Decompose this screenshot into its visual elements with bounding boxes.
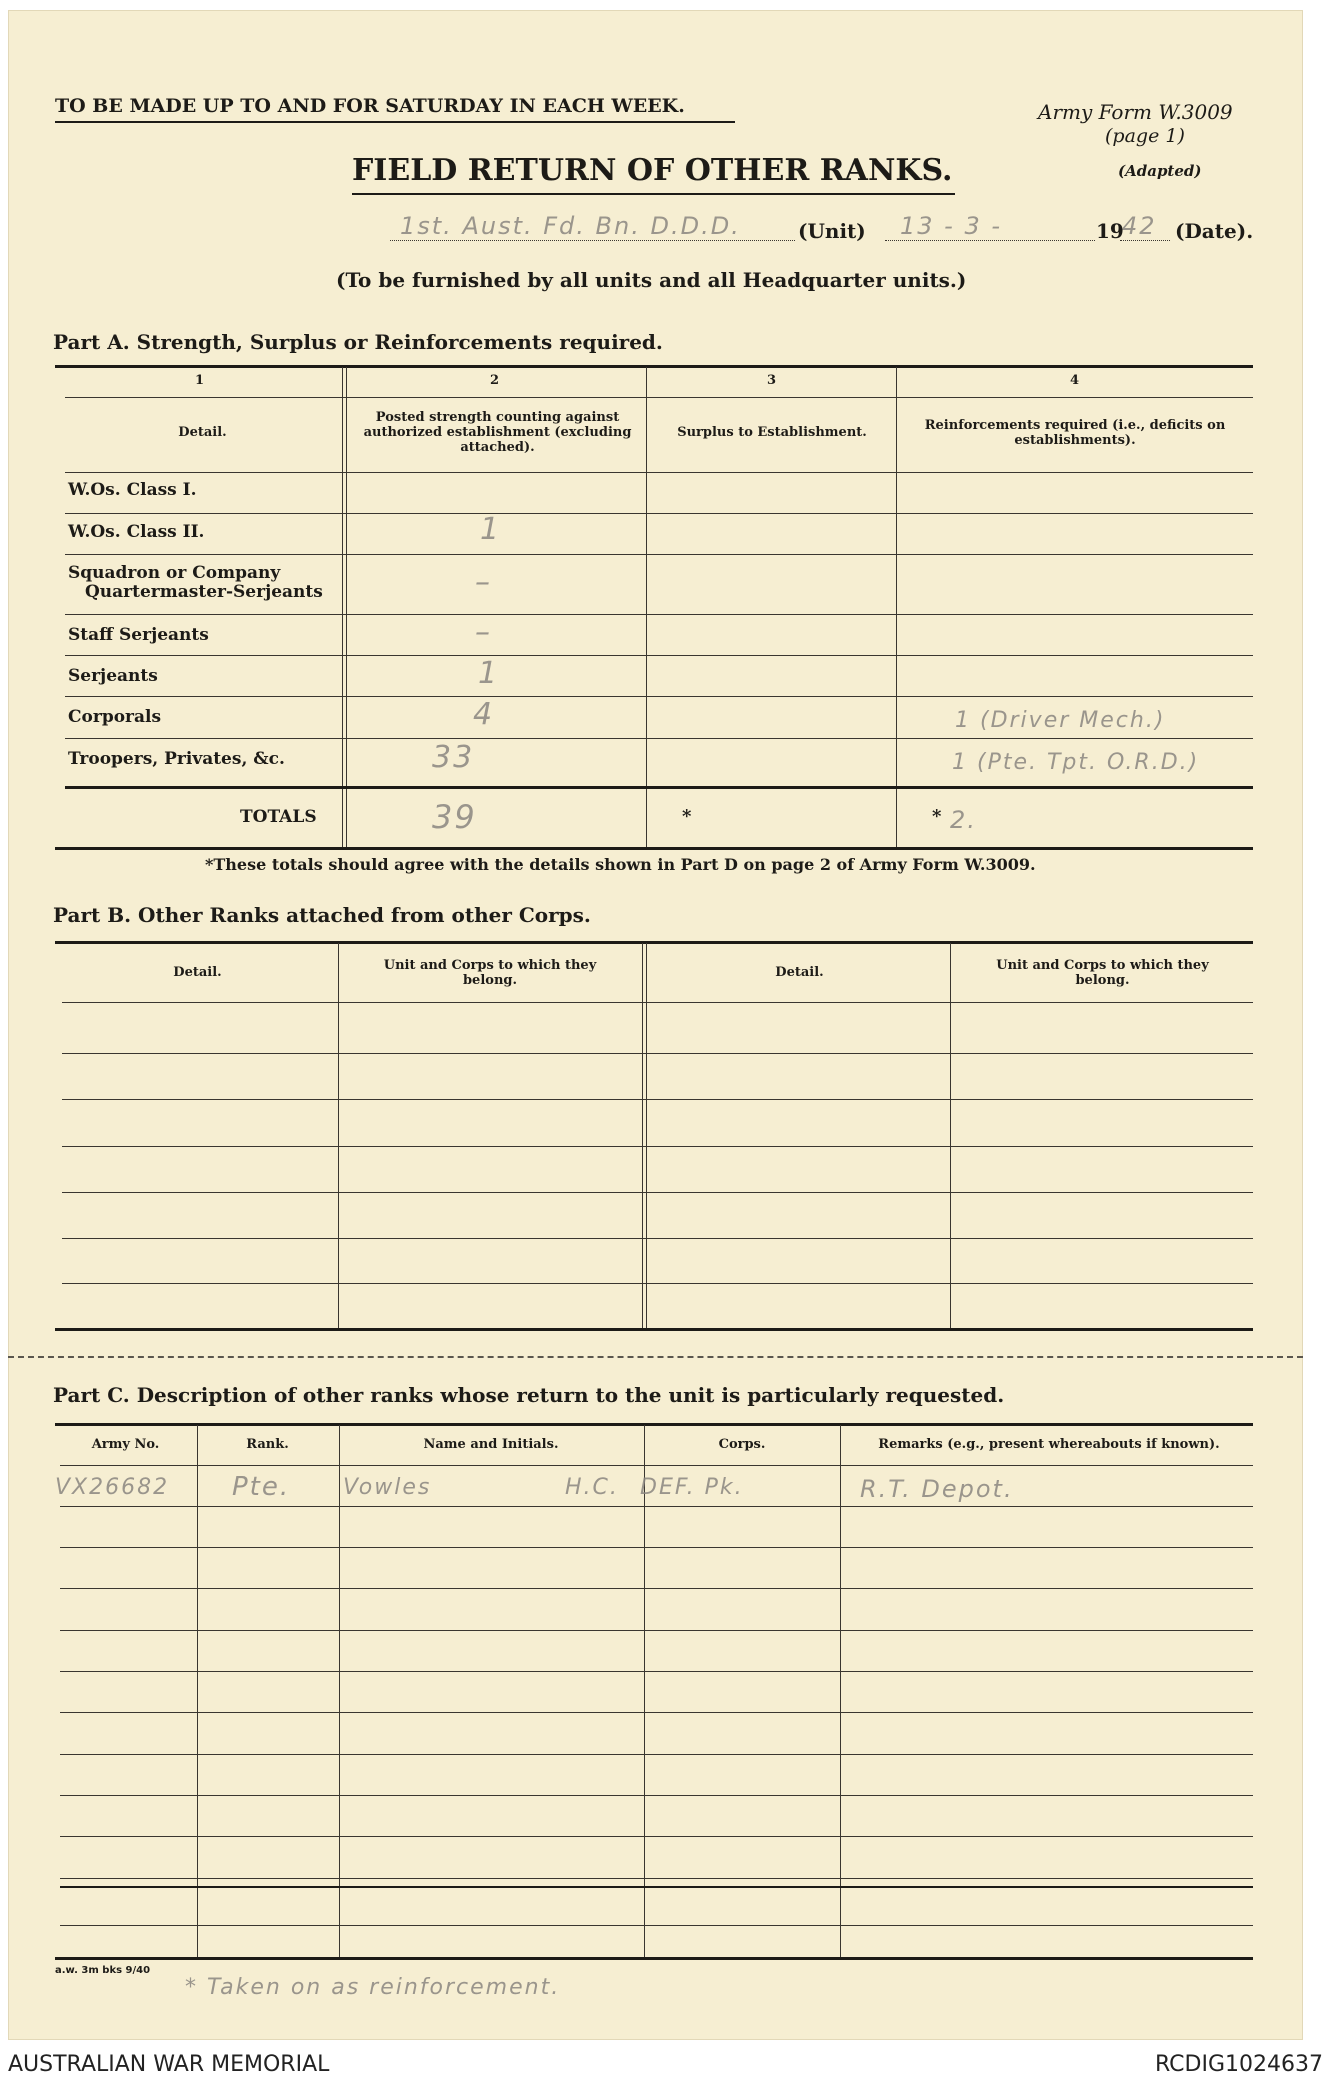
entry-rank: Pte. bbox=[232, 1472, 291, 1502]
title-underline bbox=[352, 193, 955, 195]
tear-line bbox=[8, 1356, 1303, 1358]
b-header-detail-1: Detail. bbox=[173, 965, 222, 980]
date-dotted-line bbox=[885, 240, 1095, 241]
reinf-privates: 1 (Pte. Tpt. O.R.D.) bbox=[952, 750, 1200, 775]
b-header-unit-2: Unit and Corps to which they belong. bbox=[996, 958, 1209, 988]
unit-label: (Unit) bbox=[798, 219, 866, 243]
col-number-1: 1 bbox=[195, 373, 205, 388]
strength-corporals: 4 bbox=[473, 697, 495, 732]
header-reinforcements: Reinforcements required (i.e., deficits on establishments). bbox=[924, 418, 1226, 448]
entry-army-no: VX26682 bbox=[55, 1475, 170, 1500]
part-a-footnote: *These totals should agree with the details shown in Part D on page 2 of Army Form W.3009. bbox=[205, 855, 1036, 874]
instruction-text: TO BE MADE UP TO AND FOR SATURDAY IN EACH WEEK. bbox=[55, 95, 685, 117]
header-detail: Detail. bbox=[178, 425, 227, 440]
year-prefix: 19 bbox=[1096, 219, 1124, 243]
row-label-wo1: W.Os. Class I. bbox=[68, 480, 197, 500]
adapted-label: (Adapted) bbox=[1118, 162, 1202, 180]
date-value: 13 - 3 - bbox=[900, 212, 1003, 240]
totals-strength: 39 bbox=[432, 798, 477, 836]
row-label-staff-serjeants: Staff Serjeants bbox=[68, 625, 209, 645]
row-label-serjeants: Serjeants bbox=[68, 666, 158, 686]
form-title: FIELD RETURN OF OTHER RANKS. bbox=[352, 153, 953, 188]
c-header-rank: Rank. bbox=[246, 1437, 289, 1452]
c-header-remarks: Remarks (e.g., present whereabouts if known). bbox=[878, 1437, 1220, 1452]
unit-value: 1st. Aust. Fd. Bn. D.D.D. bbox=[400, 212, 741, 240]
part-a-title: Part A. Strength, Surplus or Reinforcements required. bbox=[53, 330, 663, 354]
strength-privates: 33 bbox=[432, 740, 475, 775]
archive-footer bbox=[0, 2050, 1331, 2082]
header-posted-strength: Posted strength counting against authorized establishment (excluding attached). bbox=[363, 410, 632, 455]
row-label-wo2: W.Os. Class II. bbox=[68, 522, 205, 542]
b-header-detail-2: Detail. bbox=[775, 965, 824, 980]
instruction-underline bbox=[55, 121, 735, 123]
archive-id: RCDIG1024637 bbox=[1154, 2052, 1323, 2077]
entry-remarks: R.T. Depot. bbox=[860, 1475, 1014, 1503]
row-label-corporals: Corporals bbox=[68, 707, 162, 727]
date-label: (Date). bbox=[1175, 219, 1254, 243]
c-header-name: Name and Initials. bbox=[423, 1437, 559, 1452]
strength-cqms: – bbox=[475, 565, 492, 600]
strength-serjeants: 1 bbox=[478, 656, 500, 691]
totals-reinf: 2. bbox=[950, 806, 977, 834]
c-header-corps: Corps. bbox=[718, 1437, 766, 1452]
year-dotted-line bbox=[1120, 240, 1170, 241]
row-label-privates: Troopers, Privates, &c. bbox=[68, 749, 285, 769]
header-surplus: Surplus to Establishment. bbox=[677, 425, 867, 440]
entry-corps: DEF. Pk. bbox=[640, 1475, 744, 1500]
part-b-title: Part B. Other Ranks attached from other Corps. bbox=[53, 903, 591, 927]
row-label-cqms-2: Quartermaster-Serjeants bbox=[85, 582, 323, 602]
col-number-4: 4 bbox=[1070, 373, 1080, 388]
col-number-2: 2 bbox=[490, 373, 500, 388]
b-header-unit-1: Unit and Corps to which they belong. bbox=[383, 958, 597, 988]
archive-name: AUSTRALIAN WAR MEMORIAL bbox=[8, 2052, 330, 2077]
form-sheet bbox=[8, 10, 1303, 2040]
form-number: Army Form W.3009 bbox=[1038, 100, 1233, 124]
entry-initials: H.C. bbox=[565, 1475, 619, 1500]
c-header-army-no: Army No. bbox=[91, 1437, 160, 1452]
year-value: 42 bbox=[1122, 212, 1157, 240]
totals-label: TOTALS bbox=[240, 807, 317, 827]
furnished-note: (To be furnished by all units and all Headquarter units.) bbox=[336, 268, 967, 292]
totals-reinf-star: * bbox=[932, 806, 942, 827]
page-indicator: (page 1) bbox=[1105, 125, 1185, 147]
part-c-title: Part C. Description of other ranks whose return to the unit is particularly requested. bbox=[53, 1383, 1005, 1407]
unit-dotted-line bbox=[390, 240, 795, 241]
strength-wo2: 1 bbox=[480, 512, 502, 547]
strength-staff-serjeants: – bbox=[475, 615, 492, 650]
totals-surplus-star: * bbox=[682, 806, 692, 827]
col-number-3: 3 bbox=[767, 373, 777, 388]
bottom-note: * Taken on as reinforcement. bbox=[185, 1975, 561, 2000]
row-label-cqms: Squadron or Company bbox=[68, 563, 281, 583]
reinf-corporals: 1 (Driver Mech.) bbox=[955, 708, 1166, 733]
entry-name: Vowles bbox=[343, 1475, 432, 1500]
print-code: a.w. 3m bks 9/40 bbox=[55, 1965, 151, 1976]
